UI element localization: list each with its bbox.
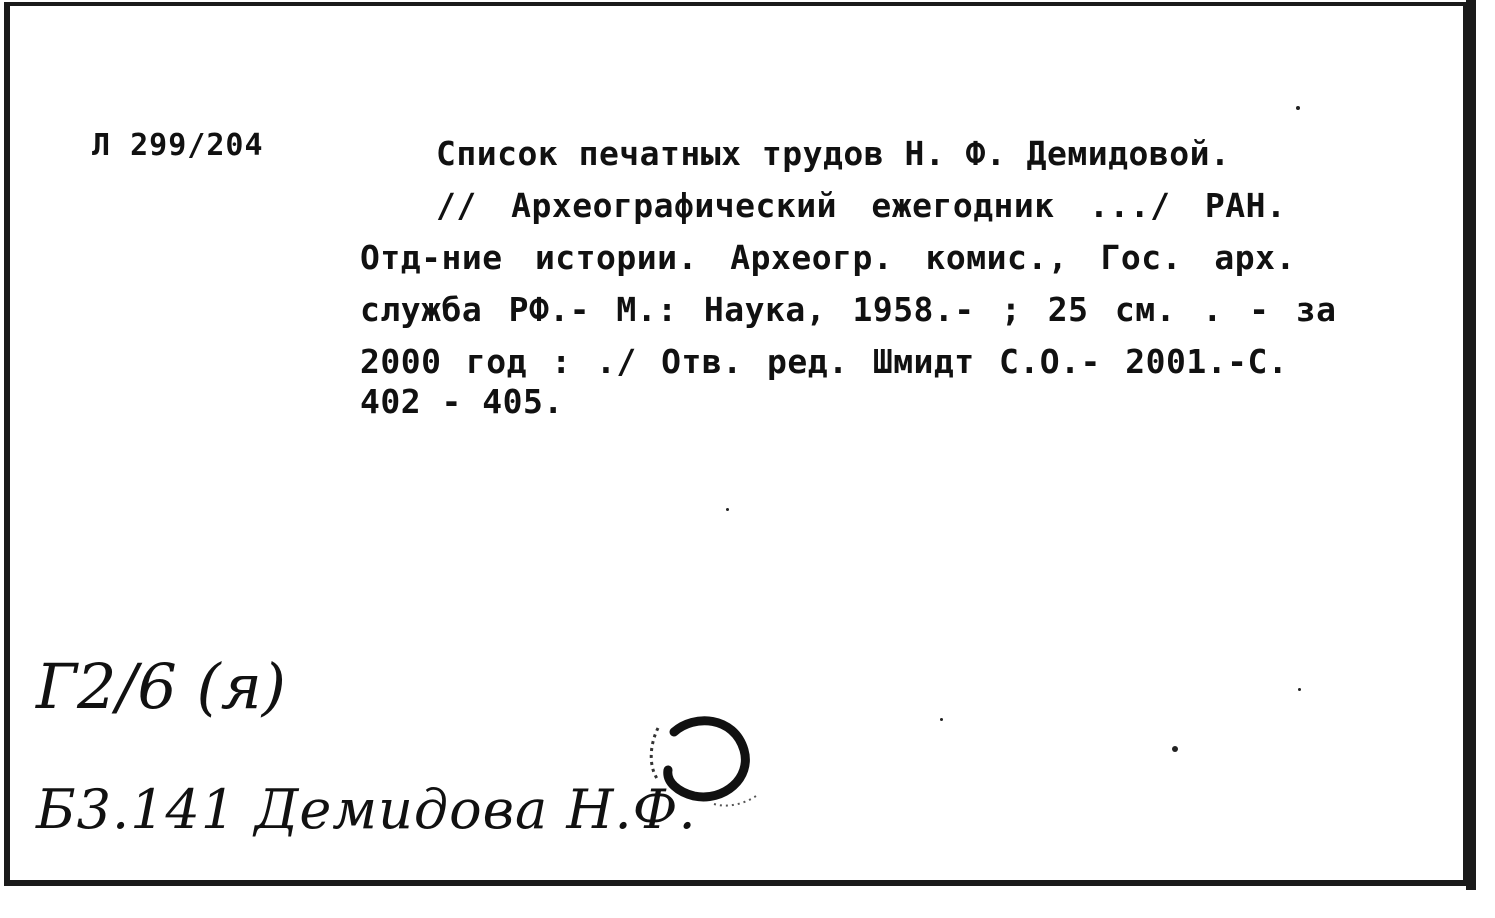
entry-line-6: 402 - 405. xyxy=(360,382,564,421)
speck xyxy=(940,718,943,721)
speck xyxy=(1296,106,1300,110)
entry-line-2: // Археографический ежегодник .../ РАН. xyxy=(436,186,1287,225)
handwritten-location-note: Г2/6 (я) xyxy=(36,650,286,723)
entry-line-1: Список печатных трудов Н. Ф. Демидовой. xyxy=(436,134,1231,173)
handwritten-author-note: Б3.141 Демидова Н.Ф. xyxy=(36,778,697,841)
speck xyxy=(1298,688,1301,691)
entry-line-4: служба РФ.- М.: Наука, 1958.- ; 25 см. . - за xyxy=(360,290,1337,329)
shelfmark: Л 299/204 xyxy=(92,128,264,163)
speck xyxy=(726,508,729,511)
stamp-ring-mark xyxy=(644,710,760,814)
entry-line-3: Отд-ние истории. Археогр. комис., Гос. арх. xyxy=(360,238,1296,277)
entry-line-5: 2000 год : ./ Отв. ред. Шмидт С.О.- 2001.-С. xyxy=(360,342,1289,381)
speck xyxy=(1172,746,1178,752)
